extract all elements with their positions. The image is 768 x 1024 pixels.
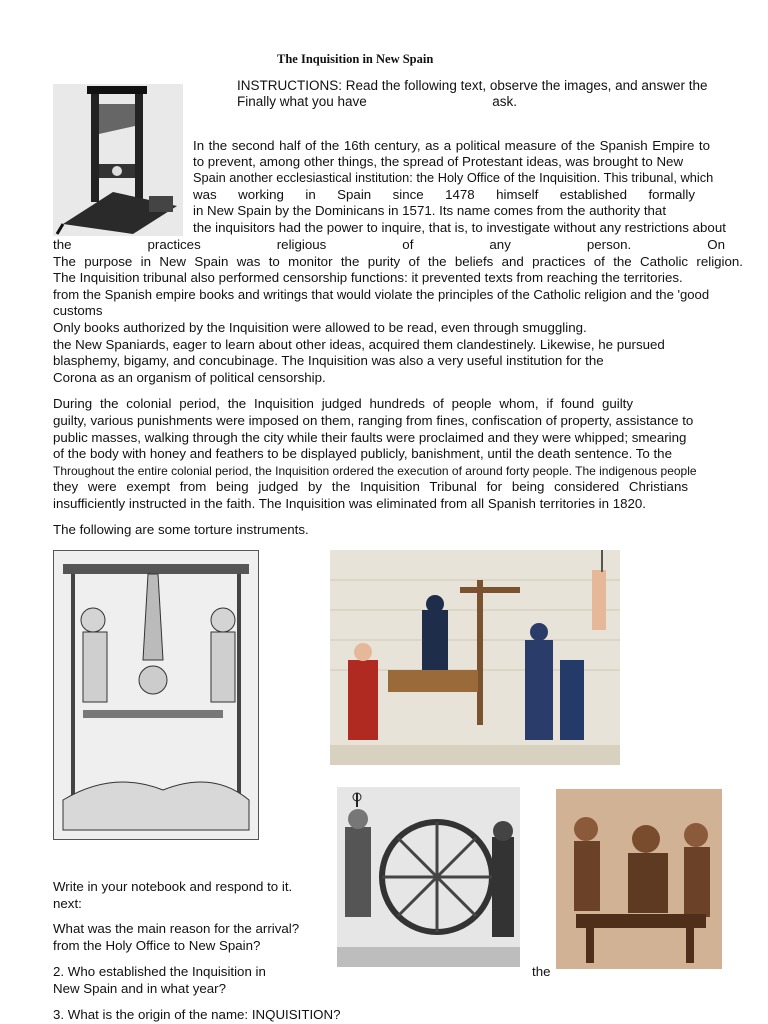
para2-line: of the body with honey and feathers to be displayed publicly, banishment, until the death sentence. To the <box>53 446 672 461</box>
para1-line: the inquisitors had the power to inquire, that is, to investigate without any restrictions about <box>193 220 726 235</box>
para1-line: was working in Spain since 1478 himself established formally <box>193 187 695 202</box>
question-1-line2: from the Holy Office to New Spain? <box>53 938 261 953</box>
question-2-line2: New Spain and in what year? <box>53 981 226 996</box>
guillotine-image <box>53 84 183 236</box>
para1-line: The purpose in New Spain was to monitor the purity of the beliefs and practices of the Catholic religion. <box>53 254 743 269</box>
question-1-line1: What was the main reason for the arrival? <box>53 921 300 936</box>
para1-line: Corona as an organism of political censorship. <box>53 370 326 385</box>
instructions-line2b: ask. <box>492 94 517 109</box>
questions-intro-line1: Write in your notebook and respond to it. <box>53 879 293 894</box>
para1-line: Only books authorized by the Inquisition were allowed to be read, even through smuggling. <box>53 320 587 335</box>
para2-line: they were exempt from being judged by the Inquisition Tribunal for being considered Christians <box>53 479 688 494</box>
para1-line: to prevent, among other things, the spread of Protestant ideas, was brought to New <box>193 154 684 169</box>
torture-intro: The following are some torture instruments. <box>53 522 309 537</box>
para2-line: Throughout the entire colonial period, the Inquisition ordered the execution of around forty people. The indigenous people <box>53 464 697 478</box>
para2-line: public masses, walking through the city while their faults were proclaimed and they were whipped; smearing <box>53 430 687 445</box>
instructions-line1: INSTRUCTIONS: Read the following text, observe the images, and answer the <box>237 78 708 93</box>
para1-line: in New Spain by the Dominicans in 1571. Its name comes from the authority that <box>193 203 667 218</box>
question-2-line1: 2. Who established the Inquisition in <box>53 964 266 979</box>
para1-line: the practices religious of any person. On <box>53 237 725 252</box>
para1-line: In the second half of the 16th century, as a political measure of the Spanish Empire to <box>193 138 710 153</box>
inquisition-tribunal-image <box>330 550 620 765</box>
wheel-torture-image <box>337 787 520 967</box>
para2-line: insufficiently instructed in the faith. The Inquisition was eliminated from all Spanish territories in 1820. <box>53 496 647 511</box>
para1-line: customs <box>53 303 103 318</box>
question-2 <box>53 963 313 997</box>
woodcut-torture-image <box>53 550 259 840</box>
questions-intro-line2: next: <box>53 896 82 911</box>
para1-line: The Inquisition tribunal also performed censorship functions: it prevented texts from reaching the territories. <box>53 270 683 285</box>
para1-line: Spain another ecclesiastical institution: the Holy Office of the Inquisition. This tribunal, which <box>193 170 714 185</box>
question-1 <box>53 920 313 954</box>
page-title: The Inquisition in New Spain <box>277 52 434 66</box>
question-3: 3. What is the origin of the name: INQUISITION? <box>53 1007 341 1022</box>
water-torture-image <box>556 789 722 969</box>
para2-line: guilty, various punishments were imposed on them, ranging from fines, confiscation of property, assistance to <box>53 413 694 428</box>
instructions-line2a: Finally what you have <box>237 94 367 109</box>
para1-line: from the Spanish empire books and writings that would violate the principles of the Catholic religion and the 'good <box>53 287 710 302</box>
para1-line: the New Spaniards, eager to learn about other ideas, acquired them clandestinely. Likewise, he pursued <box>53 337 665 352</box>
questions-intro <box>53 878 313 912</box>
para2-line: During the colonial period, the Inquisition judged hundreds of people whom, if found guilty <box>53 396 633 411</box>
para1-line: blasphemy, bigamy, and concubinage. The Inquisition was also a very useful institution for the <box>53 353 604 368</box>
question-2-tail: the <box>532 964 551 979</box>
instructions <box>237 78 727 110</box>
